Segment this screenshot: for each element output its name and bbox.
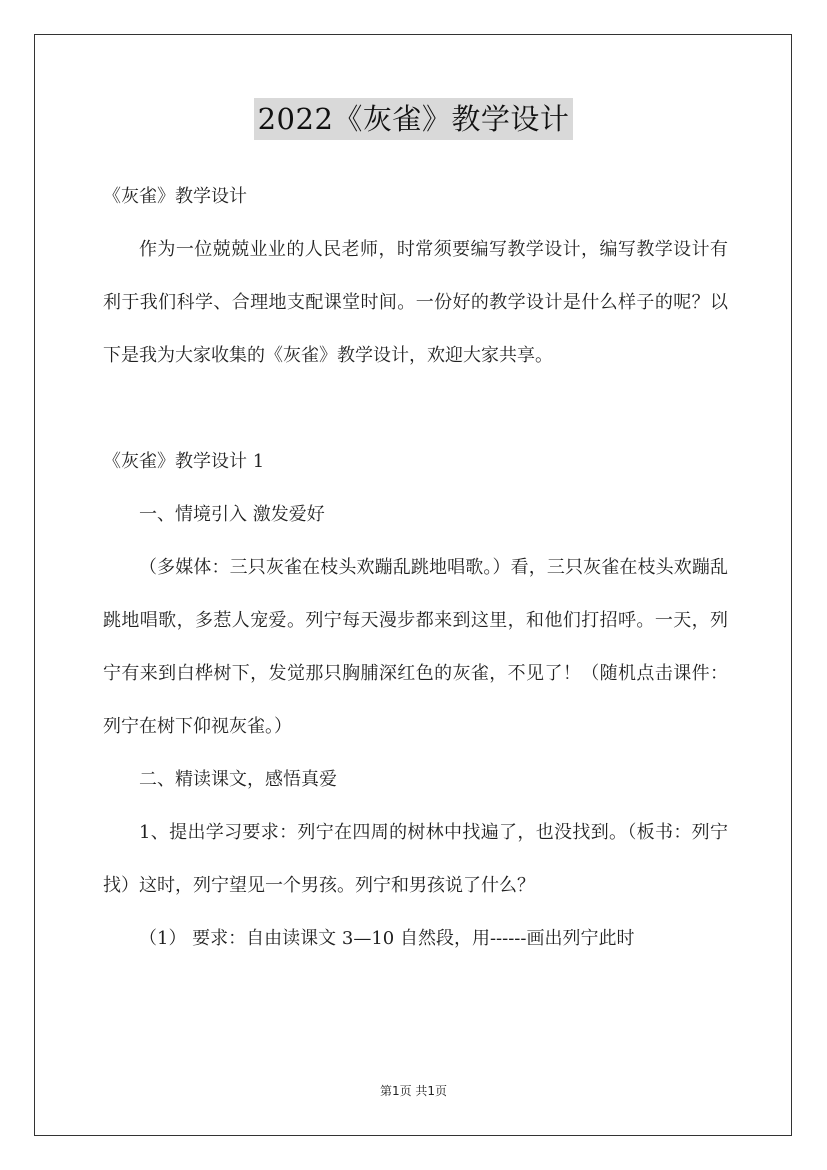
paragraph-spacer bbox=[103, 382, 728, 435]
section-heading: 《灰雀》教学设计 1 bbox=[103, 451, 265, 472]
title-container bbox=[0, 98, 827, 140]
part-one-heading: 一、情境引入 激发爱好 bbox=[139, 504, 325, 525]
document-title: 2022《灰雀》教学设计 bbox=[254, 98, 574, 140]
document-body bbox=[103, 170, 728, 965]
page-number: 第1页 共1页 bbox=[379, 1084, 448, 1098]
intro-paragraph: 作为一位兢兢业业的人民老师，时常须要编写教学设计，编写教学设计有利于我们科学、合理地支配课堂时间。一份好的教学设计是什么样子的呢？以下是我为大家收集的《灰雀》教学设计，欢迎大家共享。 bbox=[103, 239, 728, 366]
page-footer bbox=[0, 1082, 827, 1099]
part-one-paragraph: （多媒体：三只灰雀在枝头欢蹦乱跳地唱歌。）看，三只灰雀在枝头欢蹦乱跳地唱歌，多惹人宠爱。列宁每天漫步都来到这里，和他们打招呼。一天，列宁有来到白桦树下，发觉那只胸脯深红色的灰雀，不见了！（随机点击课件：列宁在树下仰视灰雀。） bbox=[103, 557, 728, 737]
document-subtitle: 《灰雀》教学设计 bbox=[103, 186, 247, 207]
sub-item-paragraph: （1） 要求：自由读课文 3—10 自然段，用------画出列宁此时 bbox=[139, 928, 635, 949]
part-two-heading: 二、精读课文，感悟真爱 bbox=[139, 769, 337, 790]
item-one-paragraph: 1、提出学习要求：列宁在四周的树林中找遍了，也没找到。（板书：列宁 找）这时，列宁望见一个男孩。列宁和男孩说了什么？ bbox=[103, 822, 728, 896]
